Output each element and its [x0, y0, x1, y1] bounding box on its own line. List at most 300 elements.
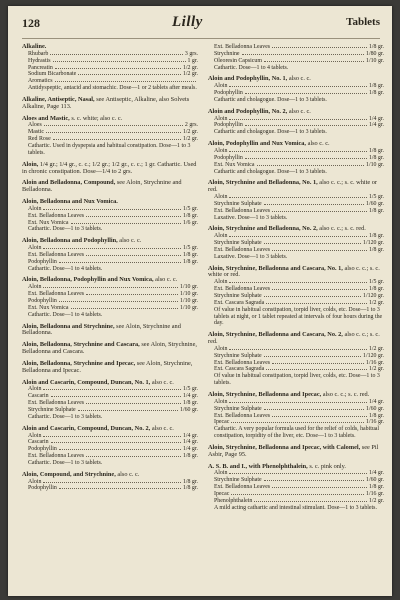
ingredient-name: Aloin: [214, 398, 228, 405]
ingredient-name: Ext. Belladonna Leaves: [28, 400, 85, 407]
ingredient-name: Cascarin: [28, 393, 49, 400]
usage-note: Cathartic. Used in dyspepsia and habitual constipation. Dose—1 to 3 tablets.: [28, 142, 191, 156]
dot-leader: [59, 488, 181, 489]
dot-leader: [71, 308, 178, 309]
product-description: also c. c.; s. c. white or red.: [208, 179, 377, 194]
dot-leader: [229, 402, 367, 403]
dot-leader: [245, 125, 367, 126]
ingredient-row: [208, 240, 384, 247]
dot-leader: [51, 442, 181, 443]
dot-leader: [229, 473, 367, 474]
ingredient-dose: 1/120 gr.: [363, 352, 384, 359]
ingredient-row: [208, 208, 384, 215]
product-name: Aloin and Podophyllin, No. 1,: [208, 75, 288, 83]
dot-leader: [229, 236, 367, 237]
product-description: see Aloin, Strychnine and Belladonna.: [22, 179, 182, 194]
ingredient-dose: 1/2 gr.: [368, 366, 384, 373]
dot-leader: [229, 151, 367, 152]
ingredient-name: Ext. Belladonna Leaves: [214, 412, 271, 419]
ingredient-name: Podophyllin: [214, 122, 243, 129]
ingredient-name: Aloin: [214, 115, 228, 122]
product-name: Aloin, Strychnine, Belladonna and Ipecac, with Calomel,: [208, 443, 361, 451]
ingredient-name: Podophyllin: [214, 154, 243, 161]
product-title: [22, 426, 198, 433]
product-entry: [208, 141, 384, 175]
ingredient-row: [208, 353, 384, 360]
ingredient-dose: 1/8 gr.: [368, 246, 384, 253]
ingredient-dose: 1 gr.: [187, 57, 198, 64]
product-entry: [208, 464, 384, 512]
product-title: [208, 332, 384, 346]
product-entry: [22, 380, 198, 421]
ingredient-row: [208, 399, 384, 406]
product-name: Aloin, Belladonna, Strychnine and Ipecac,: [22, 359, 136, 367]
ingredient-name: Aloin: [28, 432, 42, 439]
ingredient-row: [22, 58, 198, 65]
ingredient-name: Aloin: [214, 194, 228, 201]
ingredient-row: [22, 433, 198, 440]
ingredient-name: Ext. Nux Vomica: [28, 304, 69, 311]
product-name: A. S. B. and I., with Phenolphthalein,: [208, 462, 308, 470]
ingredient-row: [208, 279, 384, 286]
ingredient-name: Aloin: [28, 478, 42, 485]
ingredient-name: Rhubarb: [28, 50, 49, 57]
ingredient-name: Podophyllin: [28, 446, 57, 453]
ingredient-row: [208, 148, 384, 155]
usage-note: Cathartic. Dose—1 to 4 tablets.: [28, 311, 103, 318]
ingredient-name: Phenolphthalein: [214, 497, 253, 504]
page-number: 128: [22, 16, 40, 30]
dot-leader: [272, 416, 367, 417]
ingredient-row: [22, 485, 198, 492]
left-column: [22, 44, 198, 497]
product-name: Aloin, Strychnine, Belladonna and Ipecac,: [208, 390, 322, 398]
ingredient-name: Cascarin: [28, 439, 49, 446]
ingredient-dose: 1/2 gr.: [182, 64, 198, 71]
product-title: [208, 266, 384, 280]
ingredient-dose: 1/10 gr.: [180, 304, 198, 311]
right-column: [208, 44, 384, 516]
product-name: Aloin, Belladonna, Strychnine and Cascara,: [22, 341, 140, 349]
ingredient-dose: 1/8 gr.: [368, 207, 384, 214]
product-description: s. c. white; also c. c.: [71, 114, 123, 122]
product-description: also c. c.: [155, 276, 178, 284]
product-title: [22, 199, 198, 206]
ingredient-row: [208, 83, 384, 90]
product-entry: [22, 342, 198, 356]
ingredient-dose: 1/8 gr.: [368, 484, 384, 491]
product-name: Aloin and Podophyllin, No. 2,: [208, 107, 288, 115]
dot-leader: [78, 410, 178, 411]
dot-leader: [242, 54, 364, 55]
product-title: [208, 392, 384, 399]
dot-leader: [43, 248, 181, 249]
ingredient-name: Ipecac: [214, 490, 230, 497]
dot-leader: [43, 389, 181, 390]
product-description: see Pil Asbir, Page 95.: [208, 443, 379, 458]
ingredient-name: Ext. Belladonna Leaves: [28, 251, 85, 258]
product-description: also c. c.: [151, 424, 174, 432]
usage-note: Cathartic and cholagogue. Dose—1 to 3 tablets.: [214, 96, 327, 103]
product-name: Aloin, Belladonna and Podophyllin,: [22, 237, 118, 245]
usage-note: Antidyspeptic, antacid and stomachic. Dose—1 or 2 tablets after meals.: [28, 85, 197, 92]
ingredient-row: [208, 360, 384, 367]
product-entry: [208, 44, 384, 71]
ingredient-name: Aloin: [28, 284, 42, 291]
dot-leader: [86, 255, 181, 256]
ingredient-row: [208, 233, 384, 240]
ingredient-name: Strychnine Sulphate: [214, 200, 262, 207]
ingredient-name: Aloin: [28, 205, 42, 212]
product-title: [22, 277, 198, 284]
ingredient-row: [208, 286, 384, 293]
ingredient-name: Red Rose: [28, 136, 51, 143]
usage-note: A mild acting cathartic and intestinal stimulant. Dose—1 to 3 tablets.: [214, 504, 377, 511]
ingredient-dose: 1/120 gr.: [363, 293, 384, 299]
usage-note: Cathartic. Dose—1 to 3 tablets.: [28, 459, 103, 466]
ingredient-row: [208, 477, 384, 484]
dot-leader: [43, 436, 181, 437]
ingredient-dose: 1/8 gr.: [182, 453, 198, 460]
dot-leader: [43, 482, 181, 483]
product-title: [208, 445, 384, 459]
ingredient-dose: 1/16 gr.: [366, 359, 384, 366]
ingredient-name: Ext. Belladonna Leaves: [28, 453, 85, 460]
ingredient-name: Sodium Bicarbonate: [28, 71, 77, 78]
ingredient-dose: 1/8 gr.: [368, 233, 384, 240]
ingredient-name: Aloin: [214, 83, 228, 90]
dot-leader: [245, 158, 367, 159]
dot-leader: [257, 165, 364, 166]
ingredient-dose: 1/60 gr.: [180, 406, 198, 413]
ingredient-row: [208, 58, 384, 65]
dot-leader: [266, 303, 367, 304]
product-title: [208, 226, 384, 233]
product-entry: [22, 277, 198, 318]
dot-leader: [71, 223, 181, 224]
product-entry: [208, 392, 384, 440]
product-title: [22, 361, 198, 375]
ingredient-name: Oleoresin Capsicum: [214, 57, 262, 64]
dot-leader: [229, 197, 367, 198]
ingredient-dose: 1/2 gr.: [368, 497, 384, 504]
dot-leader: [86, 294, 178, 295]
product-description: also c. c.: [288, 107, 311, 115]
ingredient-row: [22, 305, 198, 312]
ingredient-name: Ext. Nux Vomica: [214, 161, 255, 168]
ingredient-dose: 3 grs.: [184, 50, 198, 57]
ingredient-dose: 1/8 gr.: [368, 90, 384, 97]
product-name: Aloin, Strychnine, Belladonna and Cascara, No. 1,: [208, 264, 343, 272]
dot-leader: [272, 289, 367, 290]
ingredient-row: [208, 51, 384, 58]
ingredient-name: Aloin: [214, 279, 228, 286]
dot-leader: [86, 403, 181, 404]
ingredient-row: [22, 252, 198, 259]
ingredient-dose: 1/120 gr.: [363, 240, 384, 247]
ingredient-dose: 1/10 gr.: [366, 161, 384, 168]
ingredient-row: [22, 51, 198, 58]
ingredient-dose: 1/4 gr.: [368, 398, 384, 405]
product-description: also c. c.; s. c. red.: [322, 390, 370, 398]
product-entry: [22, 116, 198, 157]
ingredient-dose: 1/8 gr.: [368, 286, 384, 293]
product-entry: [22, 44, 198, 92]
ingredient-dose: 1/16 gr.: [366, 490, 384, 497]
section-title: Tablets: [346, 16, 380, 28]
ingredient-dose: 1/2 gr.: [182, 71, 198, 78]
ingredient-name: Hydrastis: [28, 57, 51, 64]
ingredient-dose: 1/8 gr.: [182, 485, 198, 492]
ingredient-dose: 1/8 gr.: [182, 212, 198, 219]
product-entry: [208, 266, 384, 328]
ingredient-dose: 1/10 gr.: [180, 291, 198, 298]
product-description: also c. c.: [288, 75, 311, 83]
product-entry: [22, 97, 198, 111]
product-description: also c. c.: [307, 140, 330, 148]
ingredient-row: [208, 470, 384, 477]
product-name: Aloin, Belladonna, Podophyllin and Nux Vomica,: [22, 276, 154, 284]
product-entry: [22, 361, 198, 375]
product-entry: [208, 445, 384, 459]
ingredient-name: Aloin: [214, 345, 228, 352]
dot-leader: [53, 139, 181, 140]
dot-leader: [254, 501, 367, 502]
product-description: 1/4 gr.; 1/4 gr., c. c.; 1/2 gr.; 1/2 gr., c. c.; 1 gr. Cathartic. Used in chronic constipation. Dose—1/4 to 2 grs.: [22, 160, 197, 175]
ingredient-dose: 1/2 gr.: [368, 299, 384, 306]
ingredient-name: Ext. Cascara Sagrada: [214, 366, 265, 373]
dot-leader: [264, 409, 364, 410]
ingredient-dose: 1/8 gr.: [182, 478, 198, 485]
product-name: Aloin and Cascarin, Compound, Duncan, No. 1,: [22, 378, 151, 386]
ingredient-row: [22, 453, 198, 460]
usage-note: Cathartic. Dose—1 to 4 tablets.: [214, 64, 289, 71]
dot-leader: [86, 456, 181, 457]
ingredient-name: Strychnine Sulphate: [214, 293, 262, 299]
ingredient-dose: 1/4 gr.: [182, 393, 198, 400]
ingredient-name: Aloin: [214, 147, 228, 154]
usage-note: Cathartic. Dose—1 to 3 tablets.: [28, 226, 103, 233]
ingredient-dose: 1/80 gr.: [366, 50, 384, 57]
ingredient-name: Podophyllin: [28, 298, 57, 304]
product-name: Aloin, Belladonna and Strychnine,: [22, 322, 115, 330]
ingredient-row: [208, 155, 384, 162]
ingredient-row: [22, 479, 198, 486]
product-title: [22, 162, 198, 176]
ingredient-row: [208, 116, 384, 123]
product-name: Aloin, Strychnine, Belladonna and Cascara, No. 2,: [208, 331, 343, 339]
dot-leader: [86, 216, 181, 217]
ingredient-row: [208, 491, 384, 498]
product-title: [22, 238, 198, 245]
ingredient-name: Aloes: [28, 122, 42, 129]
ingredient-row: [208, 300, 384, 307]
ingredient-row: [208, 122, 384, 129]
dot-leader: [264, 480, 364, 481]
ingredient-row: [208, 498, 384, 505]
ingredient-row: [22, 129, 198, 136]
ingredient-dose: 1/6 gr.: [182, 219, 198, 226]
ingredient-name: Ext. Belladonna Leaves: [214, 246, 271, 253]
dot-leader: [78, 74, 181, 75]
dot-leader: [229, 282, 367, 283]
ingredient-row: [208, 201, 384, 208]
ingredient-dose: 1/2 gr.: [182, 129, 198, 136]
ingredient-name: Ext. Belladonna Leaves: [214, 286, 271, 293]
ingredient-row: [22, 446, 198, 453]
ingredient-name: Aloin: [28, 386, 42, 393]
product-entry: [22, 426, 198, 467]
product-name: Aloin and Cascarin, Compound, Duncan, No. 2,: [22, 424, 151, 432]
product-name: Aloin,: [22, 160, 39, 168]
ingredient-name: Ext. Belladonna Leaves: [214, 207, 271, 214]
ingredient-dose: 1/4 gr.: [182, 446, 198, 453]
ingredient-dose: 1/60 gr.: [366, 477, 384, 484]
ingredient-name: Aloin: [28, 245, 42, 252]
product-description: also c. c.: [119, 237, 142, 245]
ingredient-dose: 1/16 gr.: [366, 419, 384, 426]
usage-note: Cathartic. Dose—1 to 4 tablets.: [28, 265, 103, 272]
ingredient-name: Aloin: [214, 470, 228, 477]
ingredient-row: [208, 406, 384, 413]
ingredient-name: Podophyllin: [214, 90, 243, 97]
ingredient-name: Ext. Belladonna Leaves: [214, 484, 271, 491]
dot-leader: [59, 449, 181, 450]
dot-leader: [264, 356, 361, 357]
product-title: [208, 464, 384, 471]
product-entry: [22, 162, 198, 176]
usage-note: Of value in habitual constipation, torpid liver, colds, etc. Dose—1 to 3 tablets.: [214, 373, 380, 387]
ingredient-name: Aloin: [214, 233, 228, 240]
ingredient-row: [208, 413, 384, 420]
product-entry: [208, 76, 384, 103]
product-title: [22, 44, 198, 51]
product-title: [22, 180, 198, 194]
ingredient-name: Ext. Belladonna Leaves: [214, 44, 271, 50]
ingredient-row: [22, 386, 198, 393]
ingredient-dose: 1/5 gr.: [182, 386, 198, 393]
dot-leader: [229, 86, 367, 87]
ingredient-row: [22, 245, 198, 252]
ingredient-row: [208, 484, 384, 491]
dot-leader: [272, 47, 367, 48]
dot-leader: [53, 61, 186, 62]
ingredient-dose: 1/5 gr.: [368, 279, 384, 286]
product-title: [22, 324, 198, 338]
product-description: also c. c.; s. c. red.: [319, 225, 366, 233]
dot-leader: [245, 93, 367, 94]
ingredient-row: [22, 407, 198, 414]
ingredient-name: Strychnine Sulphate: [214, 352, 262, 359]
dot-leader: [264, 243, 361, 244]
ingredient-dose: 1/5 gr.: [182, 205, 198, 212]
product-name: Aloin and Belladonna, Compound,: [22, 179, 116, 187]
dot-leader: [59, 301, 178, 302]
product-description: see Aloin, Strychnine, Belladonna and Ipecac.: [22, 359, 193, 374]
ingredient-row: [22, 400, 198, 407]
product-entry: [22, 199, 198, 233]
dot-leader: [43, 287, 178, 288]
ingredient-row: [208, 90, 384, 97]
dot-leader: [272, 250, 367, 251]
product-title: [22, 472, 198, 479]
product-name: Aloin, Strychnine and Belladonna, No. 1,: [208, 179, 318, 187]
product-description: also c. c.; s. c. white or red.: [208, 264, 380, 279]
product-description: see Aloin, Strychnine and Belladonna.: [22, 322, 181, 337]
ingredient-name: Ipecac: [214, 419, 230, 426]
usage-note: Of value in habitual constipation, torpid liver, colds, etc. Dose—1 to 3 tablets at night, or 1 tablet repeated at intervals of four hours during the day.: [214, 306, 383, 327]
ingredient-name: Podophyllin: [28, 258, 57, 265]
product-description: see Antiseptic, Alkaline, also Solvets Alkaline, Page 113.: [22, 95, 190, 110]
usage-note: Cathartic. A very popular formula used for the relief of colds, habitual constipation, torpidity of the liver, etc. Dose—1 to 3 tablets.: [214, 426, 380, 440]
ingredient-row: [22, 213, 198, 220]
dot-leader: [266, 369, 367, 370]
product-title: [208, 76, 384, 83]
product-entry: [22, 180, 198, 194]
ingredient-dose: 1/4 gr.: [368, 470, 384, 477]
ingredient-dose: 1/8 gr.: [182, 400, 198, 407]
ingredient-name: Strychnine Sulphate: [214, 405, 262, 412]
usage-note: Cathartic and cholagogue. Dose—1 to 3 tablets.: [214, 168, 327, 175]
product-entry: [208, 180, 384, 221]
ingredient-row: [22, 298, 198, 305]
ingredient-row: [208, 293, 384, 300]
product-description: also c. c.: [117, 470, 140, 478]
ingredient-name: Ext. Belladonna Leaves: [214, 359, 271, 366]
ingredient-name: Strychnine: [214, 50, 240, 57]
dot-leader: [55, 81, 196, 82]
dot-leader: [264, 61, 364, 62]
ingredient-dose: 1/10 gr.: [180, 284, 198, 291]
ingredient-dose: 2 grs.: [184, 122, 198, 129]
ingredient-dose: 1/10 gr.: [180, 298, 198, 304]
ingredient-row: [208, 194, 384, 201]
product-description: s. c. pink only.: [309, 462, 346, 470]
ingredient-dose: 1/60 gr.: [366, 200, 384, 207]
brand-logo: Lilly: [172, 14, 203, 30]
product-title: [208, 109, 384, 116]
dot-leader: [272, 211, 367, 212]
ingredient-dose: 1/10 gr.: [366, 57, 384, 64]
product-entry: [208, 109, 384, 136]
ingredient-dose: 1/5 gr.: [368, 194, 384, 201]
dot-leader: [43, 209, 181, 210]
ingredient-row: [208, 162, 384, 169]
dot-leader: [51, 396, 181, 397]
ingredient-row: [208, 44, 384, 51]
product-entry: [22, 324, 198, 338]
ingredient-name: Ext. Belladonna Leaves: [28, 291, 85, 298]
ingredient-row: [22, 259, 198, 266]
ingredient-name: Strychnine Sulphate: [214, 240, 262, 247]
ingredient-name: Pancreatin: [28, 64, 53, 71]
product-name: Aloin, Podophyllin and Nux Vomica,: [208, 140, 306, 148]
ingredient-row: [22, 122, 198, 129]
ingredient-dose: 1/8 gr.: [368, 44, 384, 50]
product-entry: [22, 238, 198, 272]
dot-leader: [264, 204, 364, 205]
ingredient-row: [22, 71, 198, 78]
ingredient-dose: 1/5 gr.: [182, 245, 198, 252]
product-title: [208, 141, 384, 148]
product-entry: [22, 472, 198, 493]
dot-leader: [272, 363, 364, 364]
ingredient-dose: 1/4 gr.: [182, 432, 198, 439]
dot-leader: [44, 125, 183, 126]
dot-leader: [46, 132, 181, 133]
ingredient-row: [22, 291, 198, 298]
ingredient-row: [208, 247, 384, 254]
